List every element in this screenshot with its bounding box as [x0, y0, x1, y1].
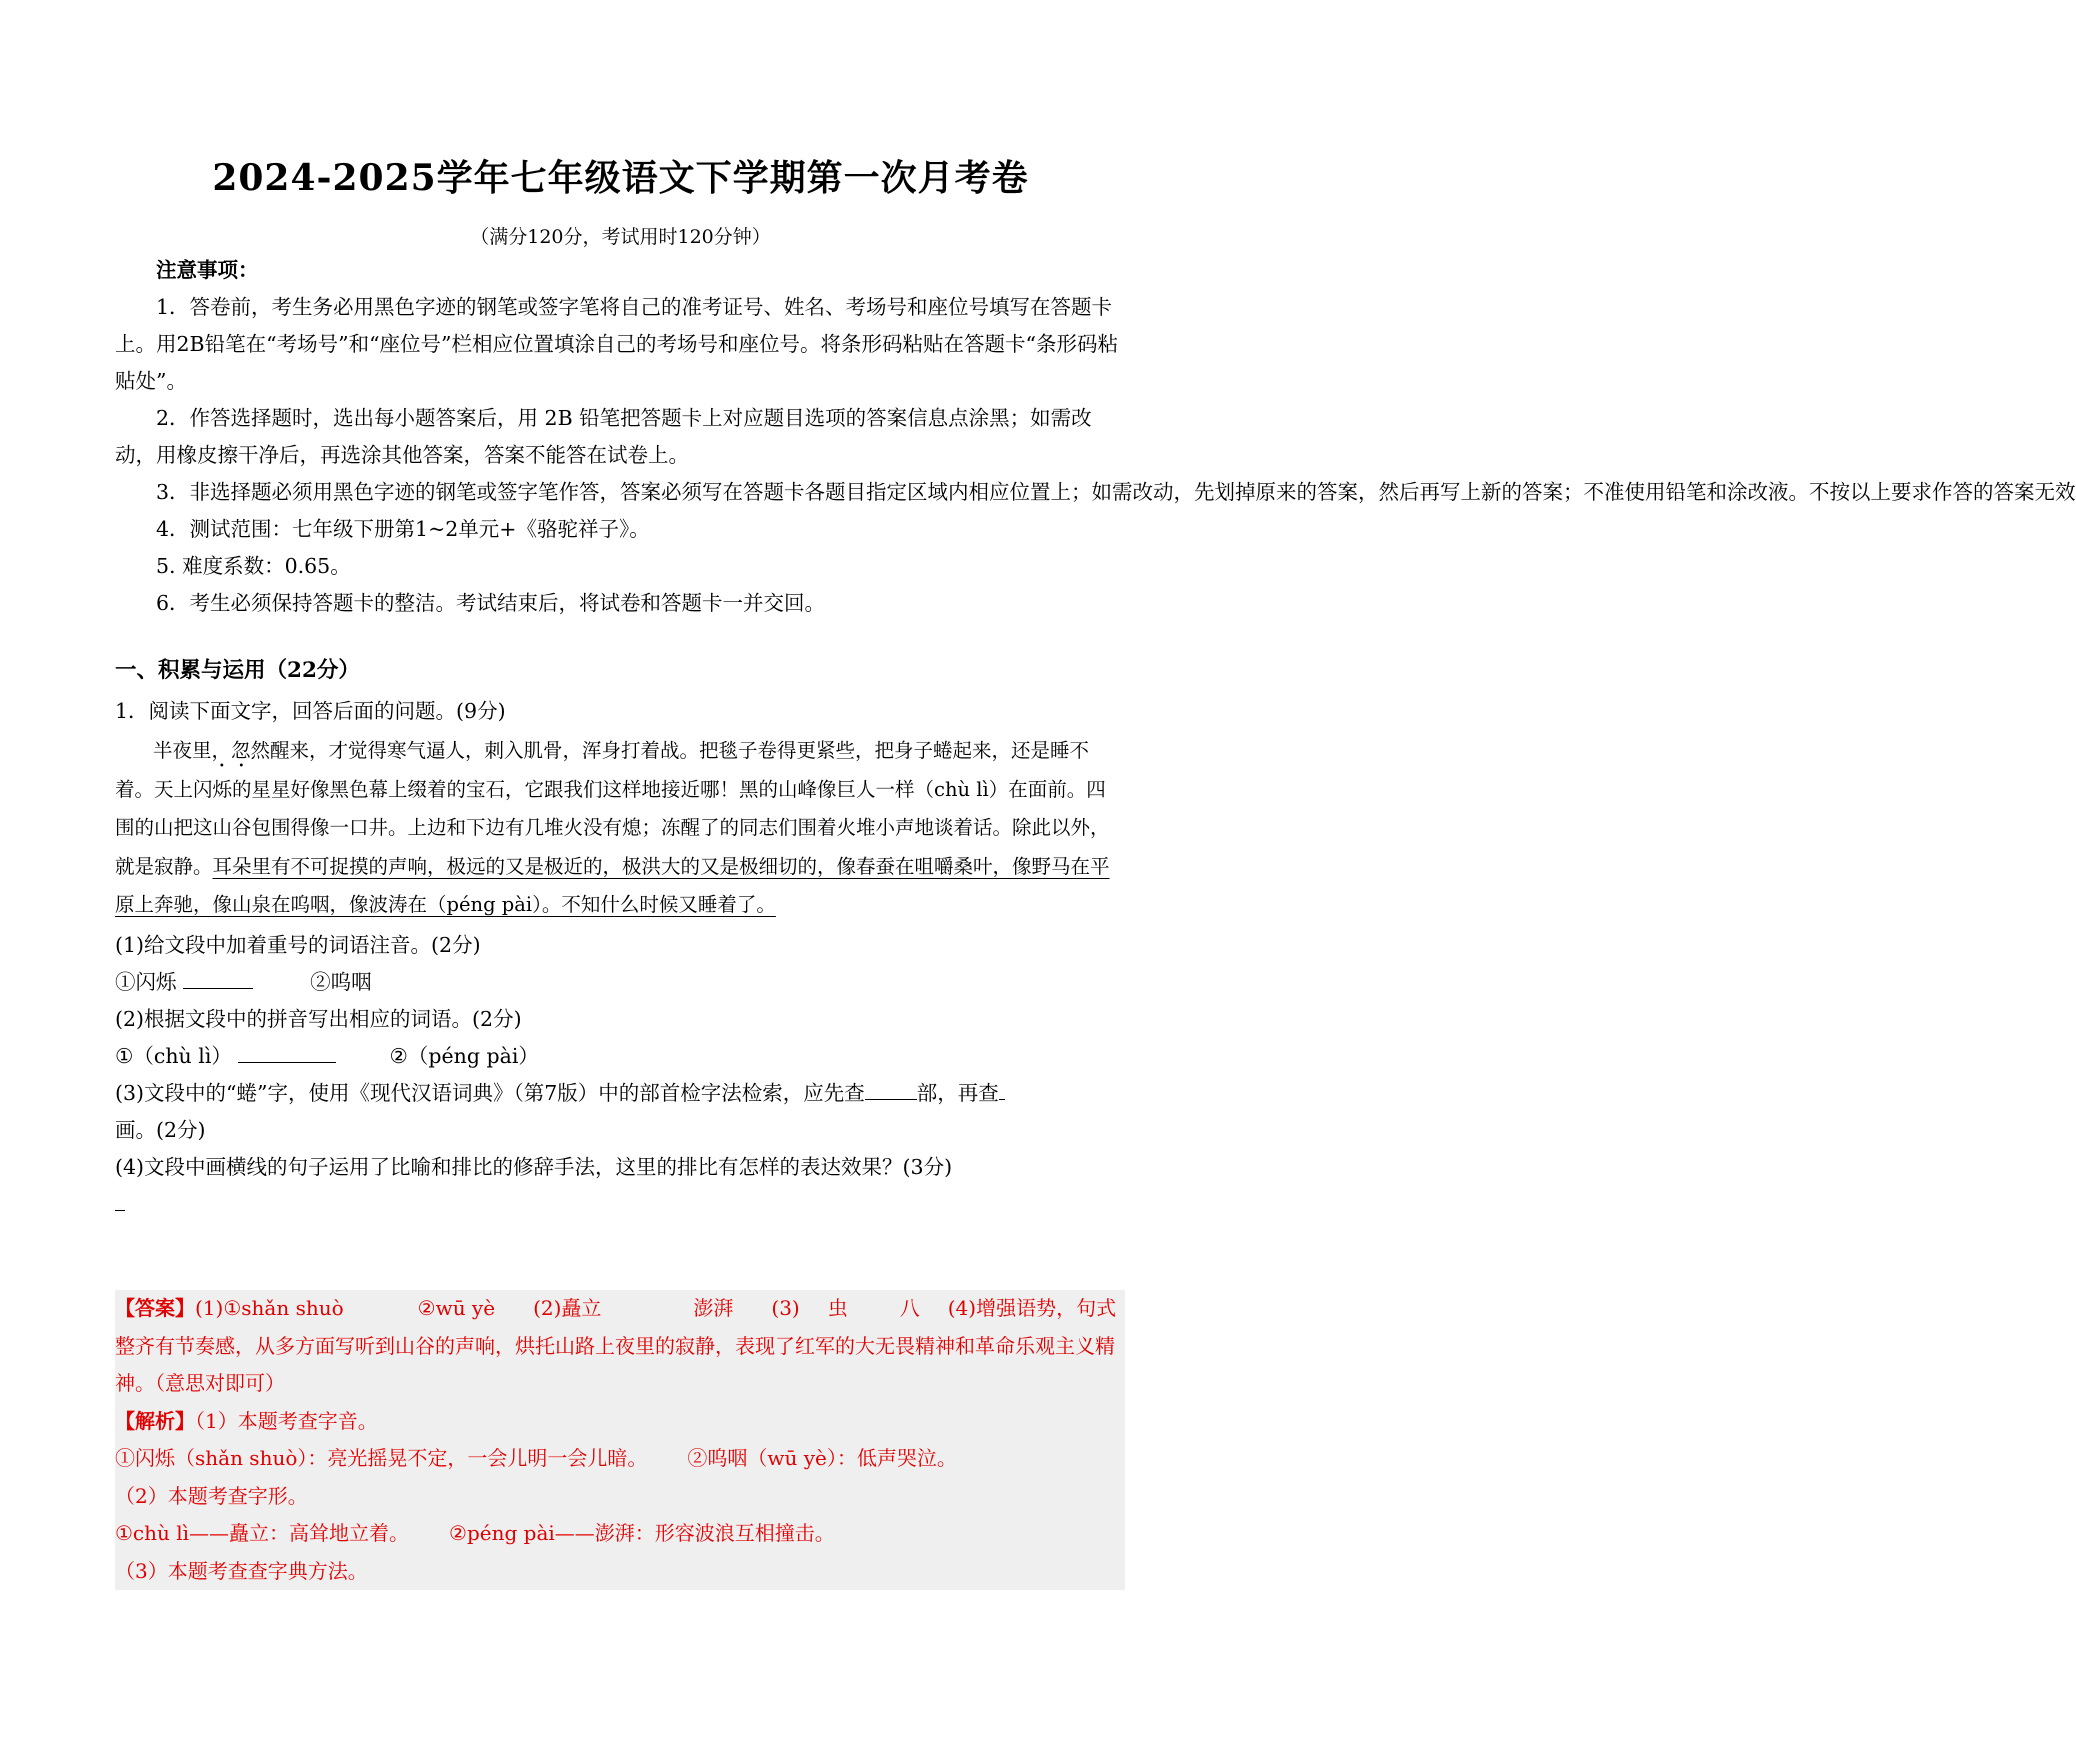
note-4: 4．测试范围：七年级下册第1~2单元+《骆驼祥子》。 [156, 517, 650, 541]
item-2a: ①（chù lì） [115, 1043, 232, 1068]
answer-blank[interactable] [115, 1190, 125, 1211]
passage-part-a: 半夜里，忽然醒来，才觉得寒气逼人，刺入肌骨，浑身打着战。把毯子卷得更紧些，把身子蜷起来，还是睡不着。天上 [115, 739, 1090, 801]
answer-line [115, 1186, 1125, 1223]
sub-question-1-items [115, 964, 1125, 1001]
underlined-sentence: 耳朵里有不可捉摸的声响，极远的又是极近的，极洪大的又是极细切的，像春蚕在咀嚼桑叶，像野马在平原上奔驰，像山泉在呜咽，像波涛在（péng pài）。不知什么时候又睡着了。 [115, 854, 1110, 916]
analysis-line-2 [115, 1440, 1125, 1478]
reading-passage [115, 732, 1125, 925]
answer-1: (1)①shǎn shuò [195, 1296, 344, 1320]
note-5: 5. 难度系数：0.65。 [156, 554, 351, 578]
answer-4: 澎湃 [693, 1296, 734, 1320]
sub-question-3-part-a: (3)文段中的“蜷”字，使用《现代汉语词典》（第7版）中的部首检字法检索，应先查 [115, 1080, 865, 1105]
analysis-label: 【解析】 [115, 1408, 195, 1433]
sub-question-4: (4)文段中画横线的句子运用了比喻和排比的修辞手法，这里的排比有怎样的表达效果？(3分) [115, 1154, 953, 1179]
answer-blank[interactable] [865, 1079, 917, 1100]
answer-blank[interactable] [238, 1042, 336, 1063]
answer-6: 虫 [827, 1296, 848, 1320]
note-2: 2．作答选择题时，选出每小题答案后，用 2B 铅笔把答题卡上对应题目选项的答案信息点涂黑；如需改动，用橡皮擦干净后，再选涂其他答案，答案不能答在试卷上。 [115, 406, 1092, 467]
analysis-2a: ①闪烁（shǎn shuò）：亮光摇晃不定，一会儿明一会儿暗。 [115, 1446, 648, 1470]
emphasis-char-1: 闪 [193, 777, 213, 801]
answer-box [115, 1290, 1125, 1590]
question-area [115, 652, 1125, 1223]
answer-2: ②wū yè [417, 1296, 496, 1320]
answer-label: 【答案】 [115, 1296, 195, 1320]
analysis-4a: ①chù lì——矗立：高耸地立着。 [115, 1521, 410, 1545]
sub-question-2-items [115, 1038, 1125, 1075]
answer-5: (3) [771, 1296, 800, 1320]
note-3: 3．非选择题必须用黑色字迹的钢笔或签字笔作答，答案必须写在答题卡各题目指定区域内相应位置上；如需改动，先划掉原来的答案，然后再写上新的答案；不准使用铅笔和涂改液。不按以上要求作答的答案无效 [156, 480, 2076, 504]
answer-7: 八 [899, 1296, 920, 1320]
item-1a: ①闪烁 [115, 969, 177, 994]
analysis-line-1 [115, 1403, 1125, 1441]
sub-question-3 [115, 1075, 1125, 1149]
answer-blank[interactable] [999, 1079, 1005, 1100]
notes-heading: 注意事项： [156, 258, 259, 282]
answer-8: (4)增强语势，句式整齐有节奏感，从多方面写听到山谷的声响，烘托山路上夜里的寂静，表现了红军的大无畏精神和革命乐观主义精神。（意思对即可） [115, 1296, 1117, 1395]
analysis-line-5: （3）本题考查查字典方法。 [115, 1558, 368, 1583]
exam-title: 2024-2025学年七年级语文下学期第一次月考卷 [212, 157, 1029, 199]
emphasis-char-2: 烁 [212, 777, 233, 801]
note-6: 6．考生必须保持答题卡的整洁。考试结束后，将试卷和答题卡一并交回。 [156, 591, 826, 615]
question-1-stem: 1．阅读下面文字，回答后面的问题。(9分) [115, 699, 506, 723]
answer-blank[interactable] [183, 968, 253, 989]
answer-3: (2)矗立 [533, 1296, 602, 1320]
analysis-2b: ②呜咽（wū yè）：低声哭泣。 [687, 1446, 957, 1470]
sub-question-1: (1)给文段中加着重号的词语注音。(2分) [115, 932, 481, 957]
sub-question-3-part-b: 部，再查 [916, 1080, 999, 1105]
notes-section [115, 252, 2076, 622]
passage-part-b: 的星星好像黑色幕上缀着的宝石，它跟我们这样地接近哪！黑的山峰像巨人一样（chù lì）在面前。四围的山把这山谷包围得像一口井。上边和下边有几堆火没有熄；冻醒了的同志们围着火堆小声地谈着话。除此以外，就是寂静。 [115, 777, 1110, 878]
analysis-4b: ②péng pài——澎湃：形容波浪互相撞击。 [449, 1521, 835, 1545]
analysis-line-4 [115, 1515, 1125, 1553]
sub-question-2: (2)根据文段中的拼音写出相应的词语。(2分) [115, 1006, 522, 1031]
note-1: 1．答卷前，考生务必用黑色字迹的钢笔或签字笔将自己的准考证号、姓名、考场号和座位号填写在答题卡上。用2B铅笔在“考场号”和“座位号”栏相应位置填涂自己的考场号和座位号。将条形码粘贴在答题卡“条形码粘贴处”。 [115, 295, 1119, 393]
analysis-1: （1）本题考查字音。 [195, 1408, 378, 1433]
item-1b: ②呜咽 [310, 969, 372, 994]
analysis-line-3: （2）本题考查字形。 [115, 1483, 308, 1508]
exam-subtitle: （满分120分，考试用时120分钟） [470, 226, 771, 248]
item-2b: ②（péng pài） [389, 1043, 539, 1068]
sub-question-3-part-c: 画。(2分) [115, 1117, 206, 1142]
section-heading: 一、积累与运用（22分） [115, 658, 360, 683]
answer-text [115, 1290, 1125, 1403]
